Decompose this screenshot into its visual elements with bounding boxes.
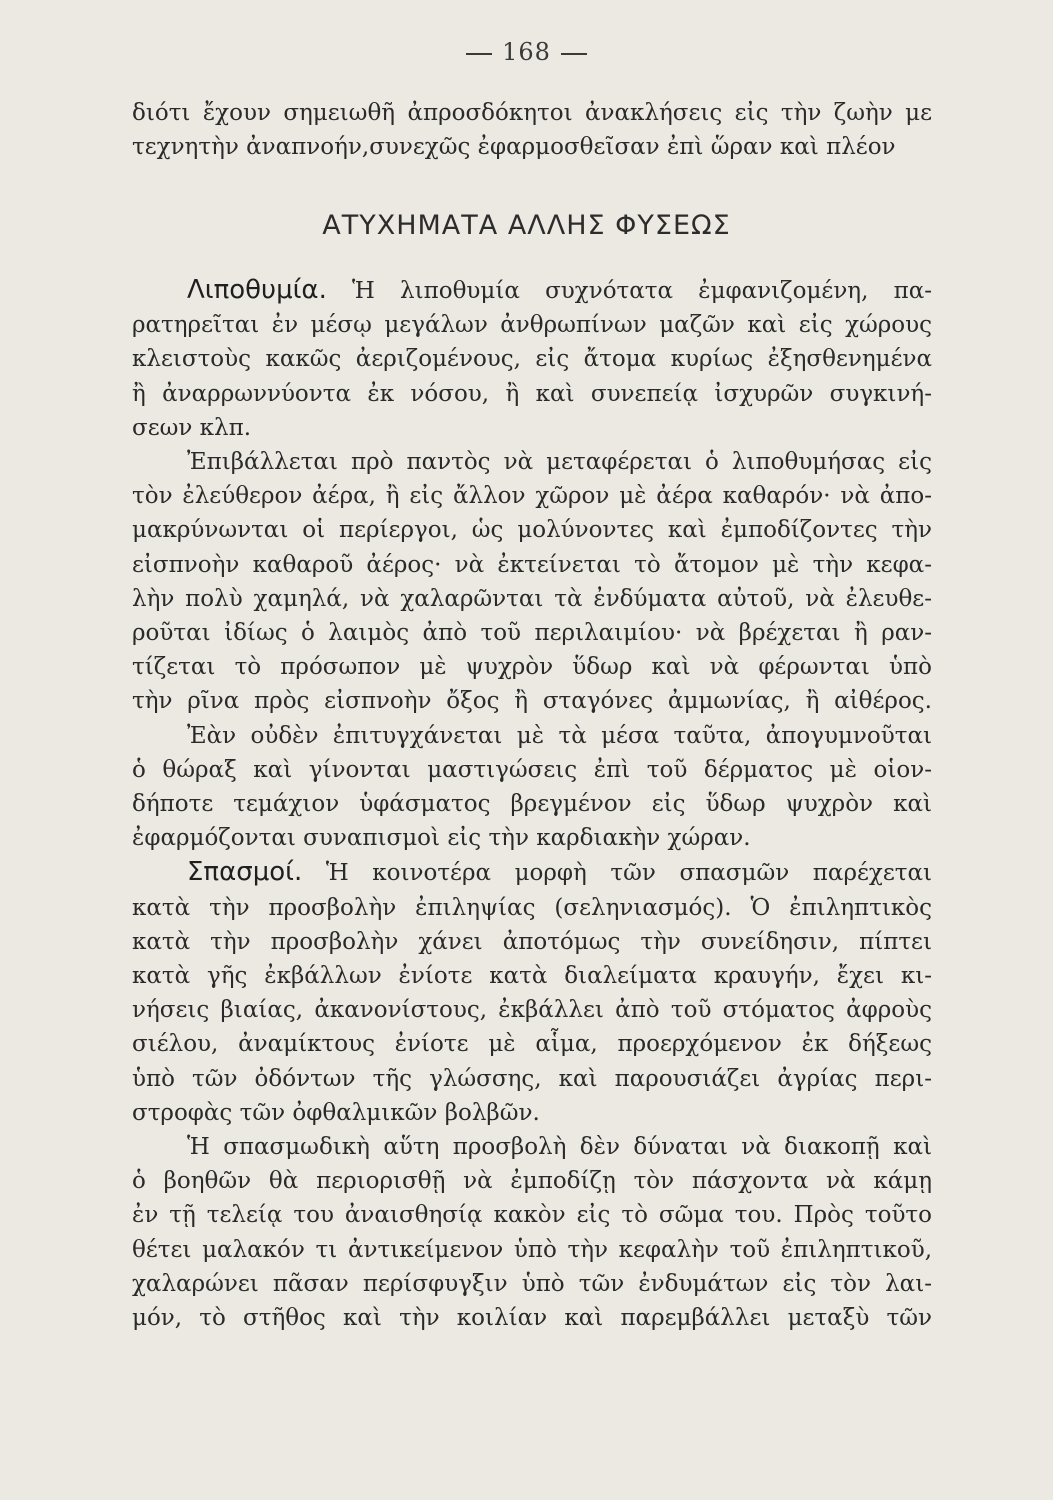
- text-line: τὴν ρῖνα πρὸς εἰσπνοὴν ὄξος ἢ σταγόνες ἀμμωνίας, ἢ αἰθέρος.: [132, 688, 932, 715]
- text-line: εἰσπνοὴν καθαροῦ ἀέρος· νὰ ἐκτείνεται τὸ ἄτομον μὲ τὴν κεφα-: [132, 551, 932, 578]
- text-line: νήσεις βιαίας, ἀκανονίστους, ἐκβάλλει ἀπὸ τοῦ στόματος ἀφροὺς: [132, 997, 932, 1024]
- text-line: ἢ ἀναρρωννύοντα ἐκ νόσου, ἢ καὶ συνεπείᾳ ἰσχυρῶν συγκινή-: [132, 380, 932, 407]
- section2-title: Σπασμοί.: [187, 857, 303, 888]
- text-line: Ἡ σπασμωδικὴ αὕτη προσβολὴ δὲν δύναται νὰ διακοπῇ καὶ: [187, 1134, 932, 1161]
- text-line: τεχνητὴν ἀναπνοήν,συνεχῶς ἐφαρμοσθεῖσαν ἐπὶ ὥραν καὶ πλέον: [132, 134, 896, 161]
- section1-title: Λιποθυμία.: [187, 275, 327, 305]
- text-line: λὴν πολὺ χαμηλά, νὰ χαλαρῶνται τὰ ἐνδύματα αὐτοῦ, νὰ ἐλευθε-: [132, 585, 932, 612]
- text-line: διότι ἔχουν σημειωθῆ ἀπροσδόκητοι ἀνακλήσεις εἰς τὴν ζωὴν με: [132, 100, 932, 126]
- text-line: κατὰ γῆς ἐκβάλλων ἐνίοτε κατὰ διαλείματα κραυγήν, ἔχει κι-: [132, 963, 932, 990]
- text-line: τίζεται τὸ πρόσωπον μὲ ψυχρὸν ὕδωρ καὶ νὰ φέρωνται ὑπὸ: [132, 654, 932, 681]
- intro-paragraph: [132, 96, 932, 164]
- text-line: σιέλου, ἀναμίκτους ἐνίοτε μὲ αἷμα, προερχόμενον ἐκ δήξεως: [132, 1031, 932, 1058]
- text-line: στροφὰς τῶν ὀφθαλμικῶν βολβῶν.: [132, 1099, 540, 1126]
- page-number-text: 168: [502, 38, 551, 66]
- text-line: ὑπὸ τῶν ὀδόντων τῆς γλώσσης, καὶ παρουσιάζει ἀγρίας περι-: [132, 1065, 932, 1092]
- page-number: [0, 38, 1053, 66]
- text-line: ρατηρεῖται ἐν μέσῳ μεγάλων ἀνθρωπίνων μαζῶν καὶ εἰς χώρους: [132, 312, 932, 339]
- folio-dash-left: [466, 53, 492, 55]
- text-line: ἐφαρμόζονται συναπισμοὶ εἰς τὴν καρδιακὴν χώραν.: [132, 825, 751, 852]
- folio-dash-right: [561, 53, 587, 55]
- text-line: μόν, τὸ στῆθος καὶ τὴν κοιλίαν καὶ παρεμβάλλει μεταξὺ τῶν: [132, 1305, 932, 1332]
- body-text: [132, 273, 932, 1335]
- text-line: χαλαρώνει πᾶσαν περίσφυγξιν ὑπὸ τῶν ἐνδυμάτων εἰς τὸν λαι-: [132, 1270, 932, 1297]
- text-line: σεων κλπ.: [132, 414, 252, 441]
- text-line: κλειστοὺς κακῶς ἀεριζομένους, εἰς ἄτομα κυρίως ἐξησθενημένα: [132, 346, 932, 373]
- text-line: ροῦται ἰδίως ὁ λαιμὸς ἀπὸ τοῦ περιλαιμίου· νὰ βρέχεται ἢ ραν-: [132, 620, 932, 647]
- section2-first-line-text: Ἡ κοινοτέρα μορφὴ τῶν σπασμῶν παρέχεται: [325, 860, 933, 887]
- text-line: Ἐπιβάλλεται πρὸ παντὸς νὰ μεταφέρεται ὁ λιποθυμήσας εἰς: [187, 449, 932, 476]
- text-line: ὁ βοηθῶν θὰ περιορισθῇ νὰ ἐμποδίζῃ τὸν πάσχοντα νὰ κάμῃ: [132, 1168, 932, 1195]
- section2-first-line: [132, 855, 932, 890]
- section1-first-line-text: Ἡ λιποθυμία συχνότατα ἐμφανιζομένη, πα-: [352, 278, 932, 304]
- text-line: τὸν ἐλεύθερον ἀέρα, ἢ εἰς ἄλλον χῶρον μὲ ἀέρα καθαρόν· νὰ ἀπο-: [132, 483, 932, 510]
- text-line: δήποτε τεμάχιον ὑφάσματος βρεγμένον εἰς ὕδωρ ψυχρὸν καὶ: [132, 791, 932, 818]
- section-heading: ΑΤΥΧΗΜΑΤΑ ΑΛΛΗΣ ΦΥΣΕΩΣ: [322, 210, 731, 241]
- text-line: θέτει μαλακόν τι ἀντικείμενον ὑπὸ τὴν κεφαλὴν τοῦ ἐπιληπτικοῦ,: [132, 1236, 932, 1263]
- section1-first-line: [132, 273, 932, 308]
- text-line: κατὰ τὴν προσβολὴν χάνει ἀποτόμως τὴν συνείδησιν, πίπτει: [132, 928, 932, 955]
- text-line: ὁ θώραξ καὶ γίνονται μαστιγώσεις ἐπὶ τοῦ δέρματος μὲ οἱον-: [132, 756, 932, 783]
- text-line: Ἐὰν οὐδὲν ἐπιτυγχάνεται μὲ τὰ μέσα ταῦτα, ἀπογυμνοῦται: [187, 722, 932, 749]
- text-line: μακρύνωνται οἱ περίεργοι, ὡς μολύνοντες καὶ ἐμποδίζοντες τὴν: [132, 517, 932, 544]
- text-line: κατὰ τὴν προσβολὴν ἐπιληψίας (σεληνιασμός). Ὁ ἐπιληπτικὸς: [132, 894, 932, 921]
- text-line: ἐν τῇ τελείᾳ του ἀναισθησίᾳ κακὸν εἰς τὸ σῶμα του. Πρὸς τοῦτο: [132, 1202, 932, 1229]
